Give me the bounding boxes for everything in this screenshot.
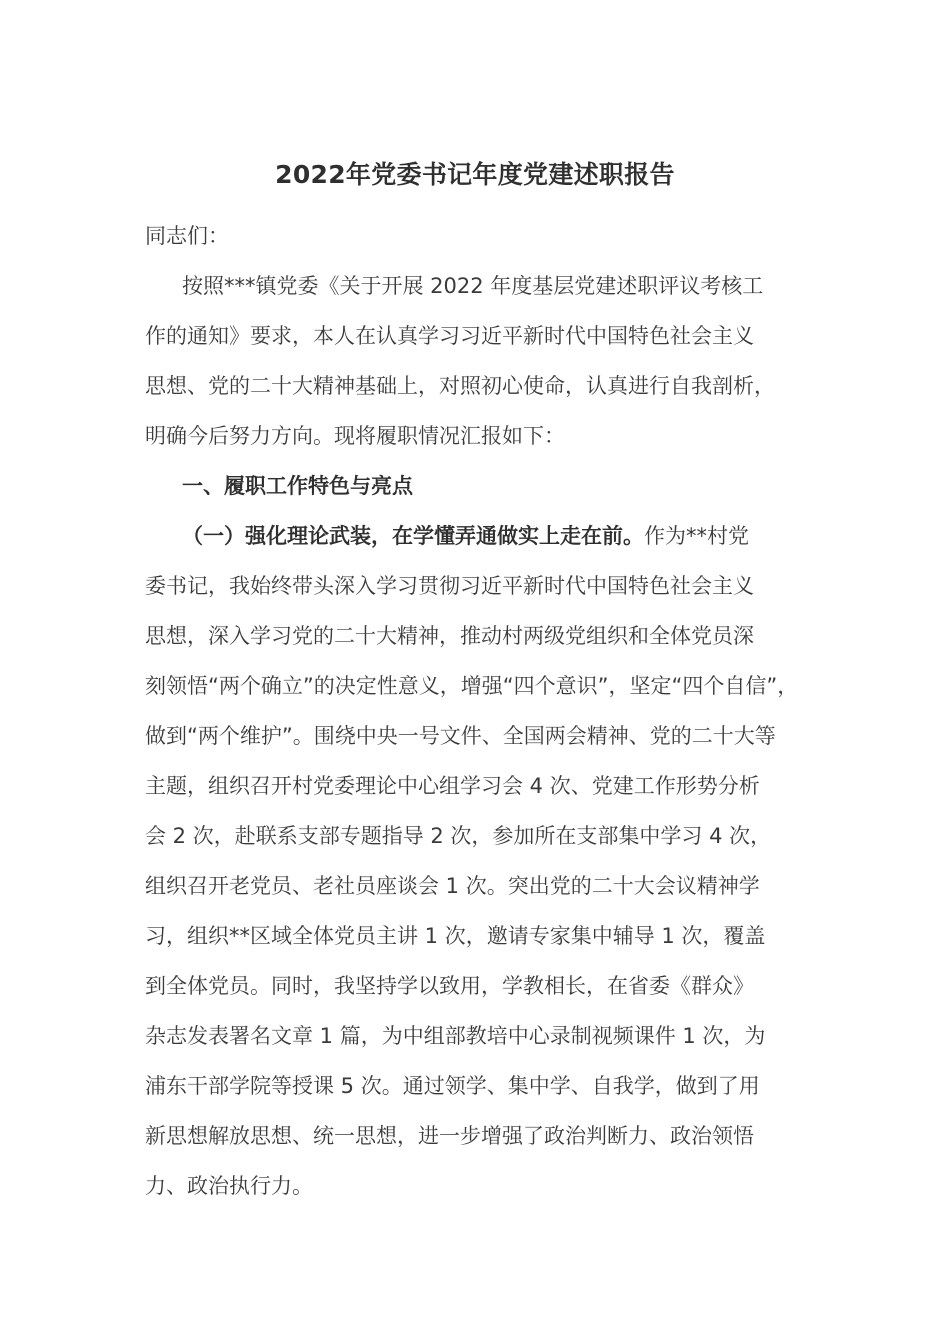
intro-line: 明确今后努力方向。现将履职情况汇报如下： — [145, 424, 565, 448]
salutation: 同志们： — [145, 224, 229, 248]
body-line: 主题，组织召开村党委理论中心组学习会 4 次、党建工作形势分析 — [145, 774, 760, 798]
intro-line: 作的通知》要求，本人在认真学习习近平新时代中国特色社会主义 — [145, 324, 754, 348]
body-line: 思想，深入学习党的二十大精神，推动村两级党组织和全体党员深 — [145, 624, 754, 648]
intro-line: 思想、党的二十大精神基础上，对照初心使命，认真进行自我剖析， — [145, 374, 775, 398]
body-line: 组织召开老党员、老社员座谈会 1 次。突出党的二十大会议精神学 — [145, 874, 760, 898]
body-text: 作为**村党 — [644, 524, 749, 548]
body-line: 习，组织**区域全体党员主讲 1 次，邀请专家集中辅导 1 次，覆盖 — [145, 924, 766, 948]
body-line: 力、政治执行力。 — [145, 1174, 313, 1198]
body-line: 浦东干部学院等授课 5 次。通过领学、集中学、自我学，做到了用 — [145, 1074, 760, 1098]
body-line: 刻领悟“两个确立”的决定性意义，增强“四个意识”，坚定“四个自信”， — [145, 674, 799, 698]
subsection-first-line — [182, 521, 749, 551]
intro-line: 按照***镇党委《关于开展 2022 年度基层党建述职评议考核工 — [182, 274, 764, 298]
subsection-heading: （一）强化理论武装，在学懂弄通做实上走在前。 — [182, 524, 644, 548]
body-line: 新思想解放思想、统一思想，进一步增强了政治判断力、政治领悟 — [145, 1124, 754, 1148]
section-heading: 一、履职工作特色与亮点 — [182, 474, 413, 498]
body-line: 到全体党员。同时，我坚持学以致用，学教相长，在省委《群众》 — [145, 974, 754, 998]
body-line: 会 2 次，赴联系支部专题指导 2 次，参加所在支部集中学习 4 次， — [145, 824, 772, 848]
document-title: 2022年党委书记年度党建述职报告 — [275, 160, 675, 189]
body-line: 做到“两个维护”。围绕中央一号文件、全国两会精神、党的二十大等 — [145, 724, 776, 748]
body-line: 委书记，我始终带头深入学习贯彻习近平新时代中国特色社会主义 — [145, 574, 754, 598]
body-line: 杂志发表署名文章 1 篇，为中组部教培中心录制视频课件 1 次，为 — [145, 1024, 766, 1048]
